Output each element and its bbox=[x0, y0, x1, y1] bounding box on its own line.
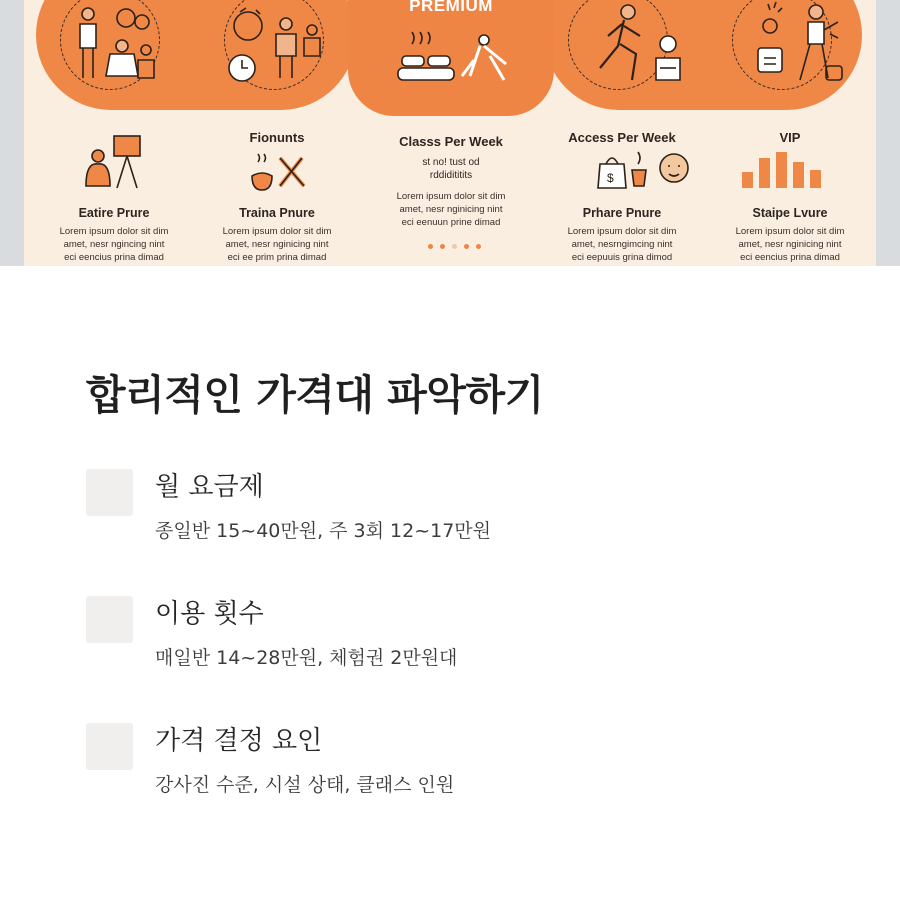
body-line: Lorem ipsum dolor sit dim bbox=[567, 226, 677, 237]
body-line: eci ee prim prina dimad bbox=[227, 252, 327, 263]
column-head: Classs Per Week bbox=[399, 134, 503, 149]
carousel-dot bbox=[476, 244, 481, 249]
body-line: eci eencius prina dimad bbox=[64, 252, 164, 263]
item-description: 종일반 15~40만원, 주 3회 12~17만원 bbox=[155, 520, 492, 542]
column-body bbox=[542, 225, 702, 264]
pricing-infographic bbox=[24, 0, 876, 266]
carousel-dot bbox=[428, 244, 433, 249]
runner-icon bbox=[590, 0, 690, 88]
body-line: amet, nesr nginicing nint bbox=[399, 204, 503, 215]
page-title: 합리적인 가격대 파악하기 bbox=[86, 371, 544, 419]
plan-column-2 bbox=[197, 130, 357, 264]
column-title: Prhare Pnure bbox=[582, 206, 662, 220]
premium-label: PREMIUM bbox=[409, 0, 493, 15]
infographic-image-frame bbox=[0, 0, 900, 266]
item-description: 매일반 14~28만원, 체험권 2만원대 bbox=[155, 647, 458, 669]
body-line: amet, nesr nginicing nint bbox=[738, 239, 842, 250]
body-line: eci eenuun prine dimad bbox=[401, 217, 501, 228]
svg-text:$: $ bbox=[607, 171, 614, 185]
column-body bbox=[371, 190, 531, 229]
item-title: 월 요금제 bbox=[155, 472, 264, 502]
item-title: 이용 횟수 bbox=[155, 599, 264, 629]
body-line: eci eencius prina dimad bbox=[740, 252, 840, 263]
body-line: Lorem ipsum dolor sit dim bbox=[59, 226, 169, 237]
spa-stones-icon bbox=[394, 30, 514, 90]
sub-line: st no! tust od bbox=[422, 157, 480, 168]
column-body bbox=[710, 225, 870, 264]
column-sub bbox=[371, 156, 531, 182]
people-group-icon bbox=[70, 2, 160, 87]
item-icon-placeholder bbox=[86, 596, 133, 643]
carousel-dot bbox=[452, 244, 457, 249]
item-title: 가격 결정 요인 bbox=[155, 726, 323, 756]
body-line: Lorem ipsum dolor sit dim bbox=[735, 226, 845, 237]
plan-column-4 bbox=[542, 130, 702, 264]
body-line: eci eepuuis grina dimod bbox=[571, 252, 673, 263]
body-line: amet, nesr nginicing nint bbox=[225, 239, 329, 250]
item-icon-placeholder bbox=[86, 469, 133, 516]
body-line: amet, nesr ngincing nint bbox=[63, 239, 165, 250]
body-line: amet, nesrngimcing nint bbox=[571, 239, 673, 250]
body-line: Lorem ipsum dolor sit dim bbox=[222, 226, 332, 237]
column-head bbox=[34, 130, 194, 148]
list-item-price-factors bbox=[86, 720, 806, 820]
column-head: VIP bbox=[779, 130, 801, 145]
plan-column-5 bbox=[710, 130, 870, 264]
carousel-dots bbox=[428, 244, 488, 252]
list-item-usage-count bbox=[86, 593, 806, 693]
column-title: Eatire Prure bbox=[78, 206, 150, 220]
column-head: Access Per Week bbox=[568, 130, 676, 145]
list-item-monthly-plan bbox=[86, 466, 806, 566]
column-title: Traina Pnure bbox=[239, 206, 315, 220]
column-head: Fionunts bbox=[249, 130, 305, 145]
carousel-dot bbox=[464, 244, 469, 249]
item-description: 강사진 수준, 시설 상태, 클래스 인원 bbox=[155, 774, 455, 796]
teacher-icon bbox=[746, 0, 846, 88]
plan-column-1 bbox=[34, 130, 194, 264]
column-body bbox=[34, 225, 194, 264]
carousel-dot bbox=[440, 244, 445, 249]
plan-column-3 bbox=[371, 134, 531, 229]
column-title: Staipe Lvure bbox=[752, 206, 828, 220]
body-line: Lorem ipsum dolor sit dim bbox=[396, 191, 506, 202]
sub-line: rddidititits bbox=[429, 170, 473, 181]
column-body bbox=[197, 225, 357, 264]
item-icon-placeholder bbox=[86, 723, 133, 770]
clock-cycle-icon bbox=[226, 4, 326, 88]
